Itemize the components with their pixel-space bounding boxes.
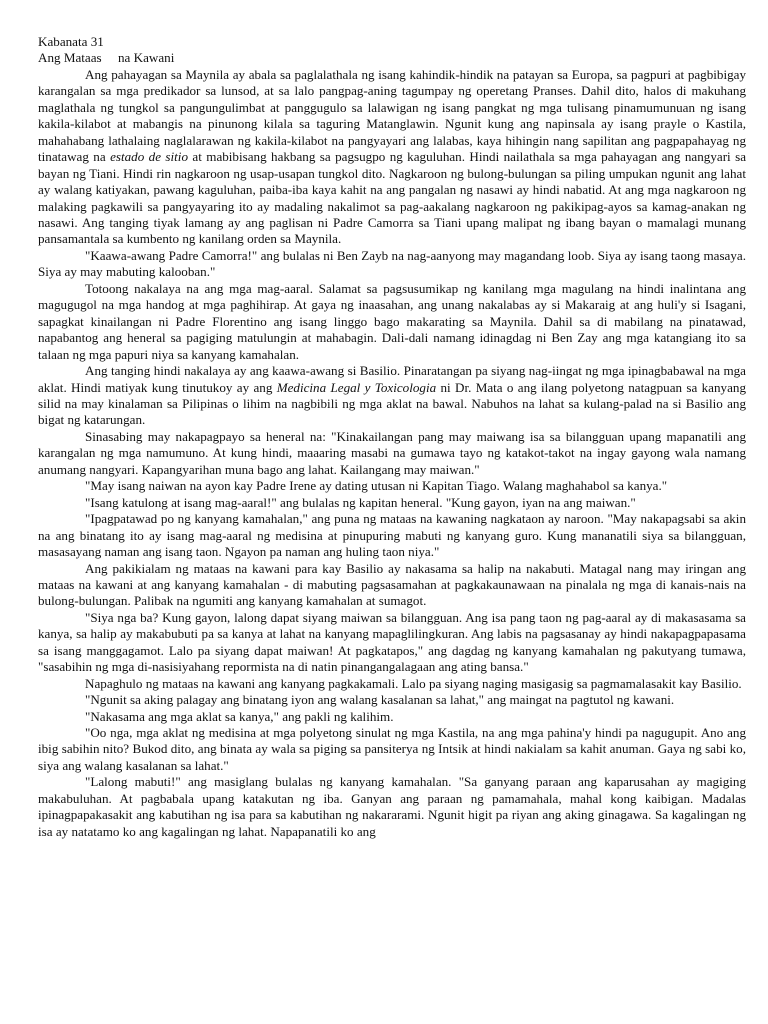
- paragraph: [38, 725, 746, 774]
- paragraph-text: "Lalong mabuti!" ang masiglang bulalas ng kanyang kamahalan. "Sa ganyang paraan ang kaparusahan ay magiging makabuluhan. At pagbabala upang katakutan ng iba. Ganyan ang paraan ng pamamahala, mahal kong kaibigan. Madalas ipinagpapakasakit ang kabutihan ng isa para sa kabutihan ng nakararami. Ngunit higit pa riyan ang aking ginagawa. Sa kagalingan ng isa ay natatamo ko ang kagalingan ng lahat. Napapanatili ko ang: [38, 774, 746, 839]
- paragraph-text: Sinasabing may nakapagpayo sa heneral na: "Kinakailangan pang may maiwang isa sa bilangguan upang mapanatili ang karangalan ng mga namumuno. At kung hindi, maaaring masabi na gumawa tayo ng katakot-takot na ingay gayong wala namang anumang nangyari. Kapangyarihan muna bago ang lahat. Kailangang may maiwan.": [38, 428, 746, 477]
- paragraph: [38, 692, 746, 708]
- paragraph: [38, 67, 746, 248]
- paragraph-text: Totoong nakalaya na ang mga mag-aaral. Salamat sa pagsusumikap ng kanilang mga magulang na hindi inalintana ang magugugol na mga handog at mga paghihirap. At gaya ng inaasahan, ang unang nakalabas ay si Makaraig at ang huli'y si Isagani, sapagkat kinailangan ni Padre Florentino ang isang linggo bago makarating sa Maynila. Dahil sa di mabilang na pinatawad, napabantog ang heneral sa pagiging matulungin at mahabagin. Dali-dali namang idinagdag ni Ben Zay ang mga katangiang ito sa talaan ng mga papuri niya sa kanyang kamahalan.: [38, 280, 746, 362]
- paragraph-text: at mabibisang hakbang sa pagsugpo ng kaguluhan. Hindi nailathala sa mga pahayagan ang nangyari sa bayan ng Tiani. Hindi rin nagkaroon ng usap-usapan tungkol dito. Nagkaroon ng bulong-bulungan sa piling umpukan ngunit ang lahat ay walang katiyakan, pawang kaguluhan, paiba-iba kaya kahit na ang pangalan ng nasawi ay hindi nabatid. At ang mga nagkaroon ng malaking pagkawili sa pangyayaring ito ay madaling nakalimot sa pag-aakalang nagkaroon ng pakikipag-ayos sa kamag-anakan ng nasawi. Ang tanging tiyak lamang ay ang paglisan ni Padre Camorra sa Tiani upang malipat ng ibang bayan o mamalagi munang pansamantala sa kumbento ng kanilang orden sa Maynila.: [38, 149, 746, 247]
- paragraph-text: Napaghulo ng mataas na kawani ang kanyang pagkakamali. Lalo pa siyang naging masigasig sa pagmamalasakit kay Basilio.: [85, 675, 742, 691]
- italic-title-text: Medicina Legal y Toxicologia: [276, 379, 437, 395]
- paragraph-text: "Oo nga, mga aklat ng medisina at mga polyetong sinulat ng mga Kastila, na ang mga pahina'y hindi pa nagugupit. Ano ang ibig sabihin nito? Bukod dito, ang binata ay wala sa piging sa pansiterya ng Intsik at hindi nakialam sa kahit anuman. Gaya ng sabi ko, siya ang walang kasalanan sa lahat.": [38, 725, 746, 773]
- chapter-title: Ang Mataas na Kawani: [38, 50, 175, 66]
- paragraph: [38, 478, 746, 494]
- paragraph-text: "Ipagpatawad po ng kanyang kamahalan," ang puna ng mataas na kawaning nagkataon ay naroon. "May nakapagsabi sa akin na ang binatang ito ay isang mag-aaral ng medisina at pinupuring mabuti ng kanyang guro. Kung mananatili siya sa bilangguan, masasayang naman ang isang taon. Ngayon pa naman ang huling taon niya.": [38, 511, 746, 560]
- paragraph-text: "Isang katulong at isang mag-aaral!" ang bulalas ng kapitan heneral. "Kung gayon, iyan na ang maiwan.": [85, 494, 636, 510]
- paragraph: [38, 248, 746, 281]
- paragraph: [38, 610, 746, 676]
- paragraph: [38, 774, 746, 840]
- paragraph: [38, 363, 746, 429]
- paragraph: [38, 709, 746, 725]
- chapter-body: [38, 67, 746, 840]
- paragraph: [38, 676, 746, 692]
- paragraph-text: "Ngunit sa aking palagay ang binatang iyon ang walang kasalanan sa lahat," ang maingat na pagtutol ng kawani.: [85, 692, 675, 708]
- paragraph-text: Ang tanging hindi nakalaya ay ang kaawa-awang si Basilio. Pinaratangan pa siyang nag-iingat ng mga ipinagbabawal na mga aklat. Hindi matiyak kung tinutukoy ay ang: [38, 363, 746, 395]
- paragraph-text: "Siya nga ba? Kung gayon, lalong dapat siyang maiwan sa bilangguan. Ang isa pang taon ng pag-aaral ay di makasasama sa kanya, sa halip ay makabubuti pa sa kanya at lahat na kanyang mapaglilingkuran. Ang labis na pagsasanay ay hindi nakapagpapasama sa isang manggagamot. Lalo pa siyang dapat maiwan! At pagkatapos," ang dagdag ng kanyang kamahalan ng pakutyang tumawa, "sasabihin ng mga di-nasisiyahang repormista na di natin pinangangalagaan ang ating bansa.": [38, 609, 746, 675]
- paragraph-text: "Kaawa-awang Padre Camorra!" ang bulalas ni Ben Zayb na nag-aanyong may magandang loob. Siya ay isang taong masaya. Siya ay may mabuting kalooban.": [38, 247, 746, 280]
- paragraph-text: "Nakasama ang mga aklat sa kanya," ang pakli ng kalihim.: [85, 708, 394, 724]
- paragraph-text: ni Dr. Mata o ang ilang polyetong natagpuan sa kanyang silid na may kinalaman sa Pilipinas o lihim na nagbibili ng mga aklat na bawal. Nabuhos na lahat sa kulang-palad na si Basilio ang bigat ng katarungan.: [38, 379, 746, 428]
- paragraph-text: Ang pahayagan sa Maynila ay abala sa paglalathala ng isang kahindik-hindik na patayan sa Europa, sa pagpuri at pagbibigay karangalan sa mga predikador sa lunsod, at sa lalo pangpag-aning tagumpay ng operetang Pranses. Dahil dito, halos di makuhang maglathala ng tungkol sa pangungulimbat at panggugulo sa lalawigan ng isang pangkat ng mga tulisang pinamumunuan ng isang kakila-kilabot at mabangis na pinunong kilala sa taguring Matanglawin. Ngunit kung ang napinsala ay isang prayle o Kastila, mahahabang lathalaing naglalarawan ng kakila-kilabot na pangyayari ang lalabas, kaya hihingin nang sapilitan ang pagpapahayag ng tinatawag na: [38, 66, 746, 165]
- paragraph-text: Ang pakikialam ng mataas na kawani para kay Basilio ay nakasama sa halip na nakabuti. Matagal nang may iringan ang mataas na kawani at ang kanyang kamahalan - di mabuting pagsasamahan at pagkakaunawaan na pinalala ng mga di kanais-nais na bulong-bulungan. Palibak na ngumiti ang kanyang kamahalan at sumagot.: [38, 560, 746, 609]
- paragraph: [38, 429, 746, 478]
- paragraph: [38, 511, 746, 560]
- chapter-label: Kabanata 31: [38, 34, 104, 49]
- paragraph: [38, 495, 746, 511]
- paragraph: [38, 281, 746, 363]
- paragraph-text: "May isang naiwan na ayon kay Padre Irene ay dating utusan ni Kapitan Tiago. Walang maghahabol sa kanya.": [85, 478, 668, 494]
- paragraph: [38, 561, 746, 610]
- italic-title-text: estado de sitio: [110, 149, 188, 165]
